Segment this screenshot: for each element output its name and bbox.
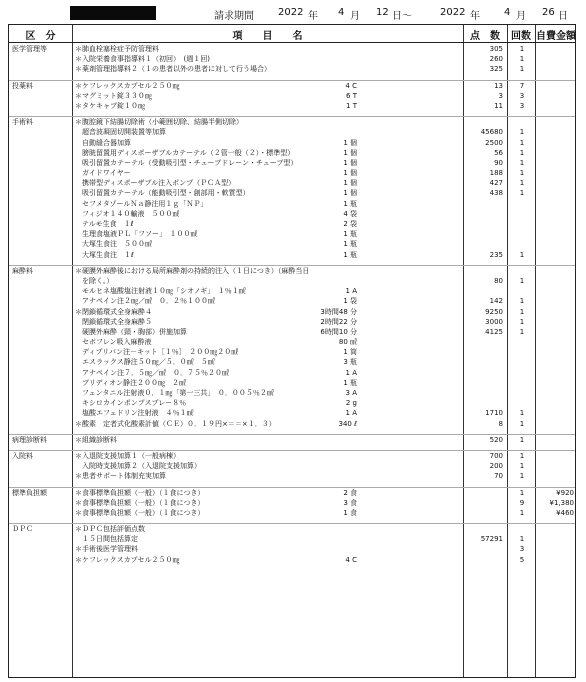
quantity: 1 A	[345, 409, 357, 418]
quantity: 1 T	[346, 101, 357, 110]
billing-table	[8, 24, 576, 678]
item-name: 食事標準負担額（一般）（１食につき）	[82, 498, 205, 507]
row-mark: ＊	[75, 451, 82, 460]
points: 235	[489, 250, 503, 259]
points: 57291	[480, 535, 503, 544]
row-mark: ＊	[75, 545, 82, 554]
start-year-unit: 年	[308, 11, 318, 22]
start-month: 4	[338, 7, 345, 18]
table-row	[9, 127, 575, 137]
table-row	[9, 378, 575, 388]
points: 8	[498, 419, 503, 428]
count: 1	[519, 148, 525, 157]
table-row	[9, 398, 575, 408]
item-name: ディプリバン注－キット［１％］ ２００㎎２０㎖	[82, 348, 239, 357]
item-name: ケフレックスカプセル２５０㎎	[82, 81, 180, 90]
item-name: 肺血栓塞栓症予防管理料	[82, 45, 159, 53]
section-spacer	[9, 111, 575, 116]
table-row	[9, 435, 575, 445]
section-spacer	[9, 565, 575, 570]
header-item-name: 項 目 名	[232, 31, 303, 42]
table-row	[9, 209, 575, 219]
table-row	[9, 158, 575, 168]
quantity: 6時間10 分	[320, 327, 357, 336]
points: 4125	[485, 327, 503, 336]
section-spacer	[9, 445, 575, 450]
item-name: 薬剤管理指導料２（１の患者以外の患者に対して行う場合）	[82, 65, 271, 74]
end-day: 26	[542, 7, 555, 18]
table-row	[9, 266, 575, 276]
count: 1	[519, 451, 525, 460]
quantity: 6 T	[346, 91, 357, 100]
table-row	[9, 388, 575, 398]
section-spacer	[9, 482, 575, 487]
section-category: 標準負担額	[12, 488, 47, 497]
self-pay-amount: ¥1,380	[549, 498, 574, 507]
points: 3	[498, 91, 503, 100]
item-name: 塩酸エフェドリン注射液 ４％１㎖	[82, 409, 194, 418]
item-name: 超音波凝固切開装置等加算	[82, 128, 166, 137]
self-pay-amount: ¥460	[556, 508, 574, 517]
end-year: 2022	[440, 7, 466, 18]
table-row	[9, 408, 575, 418]
quantity: 4 C	[345, 81, 357, 90]
item-name: ケフレックスカプセル２５０㎎	[82, 555, 180, 564]
table-row	[9, 317, 575, 327]
quantity: 3 食	[343, 498, 357, 507]
table-row	[9, 178, 575, 188]
row-mark: ＊	[75, 65, 82, 74]
quantity: 1 A	[345, 368, 357, 377]
item-name: アナペイン注２㎎／㎖ ０．２％１００㎖	[82, 297, 215, 306]
row-mark: ＊	[75, 472, 82, 481]
quantity: 3 A	[345, 389, 357, 397]
section	[9, 524, 575, 570]
section-spacer	[9, 75, 575, 80]
item-name: 組織診断料	[82, 435, 117, 444]
item-name: 入退院支援加算１（一般病棟）	[82, 451, 180, 460]
count: 1	[519, 250, 525, 259]
item-name: 吸引留置カテーテル（受動吸引型・チューブドレーン・チューブ型）	[82, 158, 298, 167]
item-name: フェンタニル注射液０．１㎎「第一三共」 ０．００５％２㎖	[82, 389, 274, 397]
item-name: マグミット錠３３０㎎	[82, 91, 152, 100]
count: 5	[519, 555, 525, 564]
header-self-pay: 自費金額	[536, 31, 576, 42]
header-points: 点 数	[470, 31, 500, 42]
row-mark: ＊	[75, 45, 82, 53]
points: 325	[489, 65, 503, 74]
item-name: 食事標準負担額（一般）（１食につき）	[82, 488, 205, 497]
quantity: 80 ㎖	[338, 338, 357, 347]
points: 200	[489, 462, 503, 471]
row-mark: ＊	[75, 101, 82, 110]
item-name: セボフレン吸入麻酔液	[82, 338, 152, 347]
points: 700	[489, 451, 503, 460]
item-name: 膀胱留置用ディスポーザブルカテーテル（２管一般（２）・標準型）	[82, 148, 295, 157]
table-row	[9, 148, 575, 158]
table-row	[9, 368, 575, 378]
quantity: 1 筒	[343, 348, 357, 357]
item-name: 大塚生食注 １ℓ	[82, 250, 134, 259]
table-header	[9, 25, 575, 43]
section-category: 医学管理等	[12, 45, 47, 53]
section	[9, 44, 575, 81]
table-row	[9, 117, 575, 127]
section-category: 入院料	[12, 451, 33, 460]
table-row	[9, 534, 575, 544]
count: 1	[519, 45, 525, 53]
count: 3	[519, 91, 525, 100]
points: 142	[489, 297, 503, 306]
section-spacer	[9, 518, 575, 523]
count: 1	[519, 462, 525, 471]
start-day-unit: 日～	[392, 11, 412, 22]
quantity: 4 C	[345, 555, 357, 564]
row-mark: ＊	[75, 488, 82, 497]
row-mark: ＊	[75, 508, 82, 517]
item-name: 患者サポート体制充実加算	[82, 472, 166, 481]
points: 11	[494, 101, 503, 110]
points: 80	[494, 276, 503, 285]
item-name: 吸引留置カテーテル（能動吸引型・創部用・軟質型）	[82, 189, 250, 198]
item-name: ＤＰＣ包括評価点数	[82, 525, 145, 534]
count: 1	[519, 189, 525, 198]
count: 1	[519, 409, 525, 418]
points: 70	[494, 472, 503, 481]
table-row	[9, 327, 575, 337]
points: 427	[489, 179, 503, 188]
count: 1	[519, 435, 525, 444]
count: 3	[519, 101, 525, 110]
count: 3	[519, 545, 525, 554]
count: 9	[519, 498, 525, 507]
table-row	[9, 555, 575, 565]
row-mark: ＊	[75, 419, 82, 428]
points: 2500	[485, 138, 503, 147]
count: 1	[519, 179, 525, 188]
table-row	[9, 307, 575, 317]
table-row	[9, 64, 575, 74]
item-name: 閉鎖循環式全身麻酔４	[82, 307, 152, 316]
item-name: 硬膜外麻酔後における局所麻酔剤の持続的注入（１日につき）（麻酔当日	[82, 266, 310, 275]
row-mark: ＊	[75, 307, 82, 316]
count: 1	[519, 488, 525, 497]
item-name: 生理食塩液ＰＬ「フソー」 １００㎖	[82, 230, 198, 239]
table-row	[9, 81, 575, 91]
quantity: 1 瓶	[343, 230, 357, 239]
section-spacer	[9, 429, 575, 434]
row-mark: ＊	[75, 118, 82, 127]
table-row	[9, 337, 575, 347]
quantity: 1 個	[343, 189, 357, 198]
item-name: を除く。）	[82, 276, 114, 285]
points: 305	[489, 45, 503, 53]
table-row	[9, 498, 575, 508]
table-row	[9, 296, 575, 306]
points: 188	[489, 169, 503, 178]
table-row	[9, 357, 575, 367]
row-mark: ＊	[75, 266, 82, 275]
quantity: 3 瓶	[343, 358, 357, 367]
item-name: キシロカインポンプスプレー８％	[82, 399, 187, 408]
count: 1	[519, 128, 525, 137]
header-category: 区 分	[25, 31, 56, 42]
section	[9, 81, 575, 118]
quantity: 1 瓶	[343, 240, 357, 249]
end-day-unit: 日	[558, 11, 568, 22]
count: 7	[519, 81, 525, 90]
table-row	[9, 286, 575, 296]
points: 438	[489, 189, 503, 198]
row-mark: ＊	[75, 435, 82, 444]
count: 1	[519, 158, 525, 167]
section	[9, 488, 575, 525]
table-row	[9, 508, 575, 518]
item-name: フィジオ１４０輸液 ５００㎖	[82, 209, 180, 218]
table-row	[9, 451, 575, 461]
item-name: ガイドワイヤー	[82, 169, 131, 178]
count: 1	[519, 55, 525, 64]
points: 13	[494, 81, 503, 90]
table-row	[9, 91, 575, 101]
item-name: ブリディオン静注２００㎎ ２㎖	[82, 378, 187, 387]
count: 1	[519, 327, 525, 336]
quantity: 2 袋	[343, 220, 357, 228]
quantity: 1 個	[343, 148, 357, 157]
item-name: 自動縫合器加算	[82, 138, 131, 147]
header-count: 回数	[511, 31, 531, 42]
item-name: 食事標準負担額（一般）（１食につき）	[82, 508, 205, 517]
period-label: 請求期間	[214, 11, 254, 22]
table-row	[9, 488, 575, 498]
item-name: 入院栄養食事指導料１（初回） (週１回)	[82, 55, 210, 64]
item-name: 大塚生食注 ５００㎖	[82, 240, 152, 249]
section-category: ＤＰＣ	[12, 525, 33, 534]
quantity: 3時間48 分	[320, 307, 357, 316]
table-row	[9, 524, 575, 534]
points: 520	[489, 435, 503, 444]
count: 1	[519, 307, 525, 316]
count: 1	[519, 276, 525, 285]
section	[9, 435, 575, 451]
table-row	[9, 250, 575, 260]
table-body	[9, 44, 575, 570]
section	[9, 117, 575, 266]
points: 45680	[480, 128, 503, 137]
points: 9250	[485, 307, 503, 316]
quantity: 1 A	[345, 287, 357, 296]
item-name: タケキャブ錠１０㎎	[82, 101, 145, 110]
table-row	[9, 239, 575, 249]
quantity: 4 袋	[343, 209, 357, 218]
item-name: 腹腔鏡下結腸切除術（小範囲切除、結腸半側切除）	[82, 118, 243, 127]
section	[9, 266, 575, 435]
quantity: 1 個	[343, 169, 357, 178]
item-name: 酸素 定者式化酸素計値（ＣＥ）０．１９円×＝＝×１．３）	[82, 419, 276, 428]
end-month: 4	[504, 7, 511, 18]
section-category: 麻酔料	[12, 266, 33, 275]
section-category: 手術料	[12, 118, 33, 127]
table-row	[9, 219, 575, 229]
quantity: 2 g	[345, 399, 357, 408]
section-category: 投薬料	[12, 81, 33, 90]
quantity: 1 個	[343, 179, 357, 188]
end-year-unit: 年	[470, 11, 480, 22]
row-mark: ＊	[75, 55, 82, 64]
section-spacer	[9, 260, 575, 265]
item-name: テルモ生食 １ℓ	[82, 220, 134, 228]
count: 1	[519, 472, 525, 481]
item-name: 硬膜外麻酔（頸・胸部）併施加算	[82, 327, 187, 336]
table-row	[9, 229, 575, 239]
table-row	[9, 347, 575, 357]
row-mark: ＊	[75, 525, 82, 534]
count: 1	[519, 297, 525, 306]
row-mark: ＊	[75, 91, 82, 100]
quantity: 1 袋	[343, 297, 357, 306]
quantity: 2時間22 分	[320, 317, 357, 326]
item-name: アナペイン注７．５㎎／㎖ ０．７５％２０㎖	[82, 368, 229, 377]
end-month-unit: 月	[516, 11, 526, 22]
redacted-name-block	[70, 6, 156, 20]
section-category: 病理診断料	[12, 435, 47, 444]
item-name: モルヒネ塩酸塩注射液１０㎎「シオノギ」 １％１㎖	[82, 287, 246, 296]
table-row	[9, 544, 575, 554]
start-month-unit: 月	[350, 11, 360, 22]
count: 1	[519, 317, 525, 326]
quantity: 1 個	[343, 138, 357, 147]
table-row	[9, 101, 575, 111]
table-row	[9, 54, 575, 64]
table-row	[9, 188, 575, 198]
quantity: 1 食	[343, 508, 357, 517]
quantity: 1 瓶	[343, 378, 357, 387]
quantity: 340 ℓ	[338, 419, 357, 428]
row-mark: ＊	[75, 81, 82, 90]
table-row	[9, 168, 575, 178]
points: 1710	[485, 409, 503, 418]
item-name: エスラックス静注５０㎎／５．０㎖ ５㎖	[82, 358, 215, 367]
points: 3000	[485, 317, 503, 326]
points: 56	[494, 148, 503, 157]
section	[9, 451, 575, 488]
item-name: 携帯型ディスポーザブル注入ポンプ（ＰＣＡ型）	[82, 179, 236, 188]
count: 1	[519, 138, 525, 147]
points: 90	[494, 158, 503, 167]
item-name: 閉鎖循環式全身麻酔５	[82, 317, 152, 326]
self-pay-amount: ¥920	[556, 488, 574, 497]
count: 1	[519, 169, 525, 178]
table-row	[9, 276, 575, 286]
start-year: 2022	[278, 7, 304, 18]
quantity: 2 食	[343, 488, 357, 497]
points: 260	[489, 55, 503, 64]
item-name: １５日間包括算定	[82, 535, 138, 544]
item-name: 入院時支援加算２（入退院支援加算）	[82, 462, 201, 471]
table-row	[9, 471, 575, 481]
count: 1	[519, 65, 525, 74]
table-row	[9, 461, 575, 471]
row-mark: ＊	[75, 498, 82, 507]
statement-header	[0, 0, 586, 22]
count: 1	[519, 419, 525, 428]
item-name: セフメタゾールＮａ静注用１ｇ「ＮＰ」	[82, 199, 208, 208]
quantity: 1 個	[343, 158, 357, 167]
quantity: 1 瓶	[343, 250, 357, 259]
quantity: 1 瓶	[343, 199, 357, 208]
start-day: 12	[376, 7, 389, 18]
table-row	[9, 138, 575, 148]
table-row	[9, 199, 575, 209]
count: 1	[519, 535, 525, 544]
row-mark: ＊	[75, 555, 82, 564]
item-name: 手術後医学管理料	[82, 545, 138, 554]
table-row	[9, 44, 575, 54]
table-row	[9, 419, 575, 429]
count: 1	[519, 508, 525, 517]
